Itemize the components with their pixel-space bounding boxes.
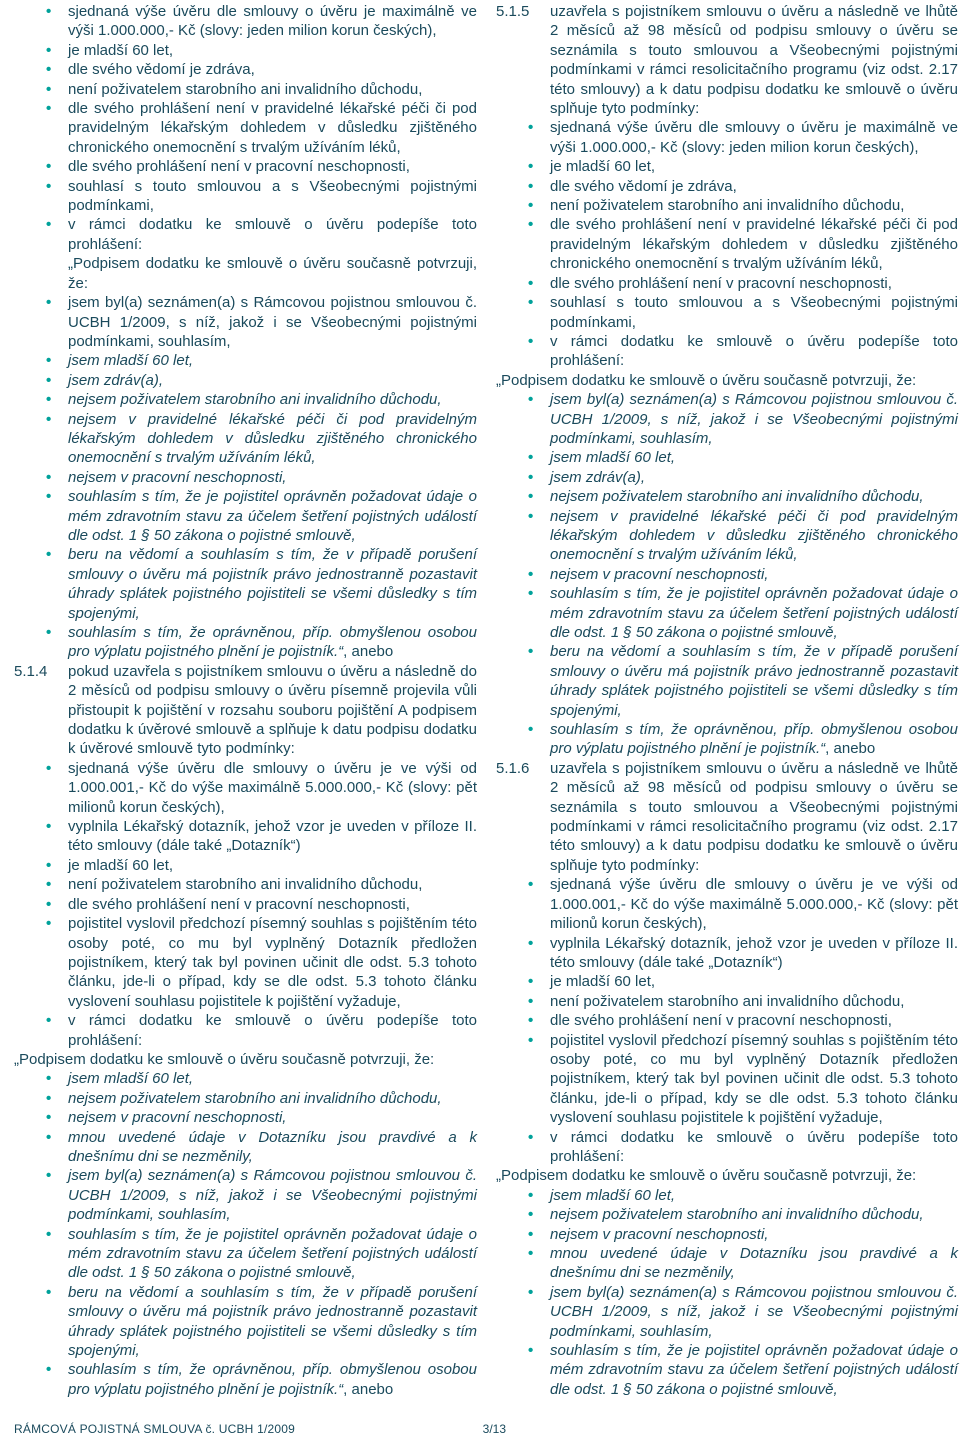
list-item (496, 177, 958, 196)
list-item-text: v rámci dodatku ke smlouvě o úvěru podepíše toto prohlášení: (550, 332, 958, 370)
list-item-text: vyplnila Lékařský dotazník, jehož vzor je uveden v příloze II. této smlouvy (dále také „Dotazník“) (550, 934, 958, 971)
list-item-text: v rámci dodatku ke smlouvě o úvěru podepíše toto prohlášení: (68, 216, 477, 253)
list-item (496, 196, 958, 215)
list-item-text: nejsem poživatelem starobního ani invalidního důchodu, (550, 1206, 924, 1224)
list-item-text: dle svého vědomí je zdráva, (550, 177, 737, 195)
list-item-text: dle svého prohlášení není v pracovní neschopnosti, (68, 158, 410, 176)
bullet-icon: • (528, 177, 534, 195)
bullet-icon: • (46, 158, 52, 176)
bullet-icon: • (528, 1342, 534, 1360)
list-item-text: jsem mladší 60 let, (550, 449, 676, 467)
list-item-text: nejsem poživatelem starobního ani invalidního důchodu, (68, 391, 442, 409)
bullet-icon: • (46, 41, 52, 59)
list-item (14, 817, 477, 856)
list-item-text: beru na vědomí a souhlasím s tím, že v případě porušení smlouvy o úvěru má pojistník právo jednostranně pozastavit úhrady splátek pojistného pojistiteli se všemi důsledky s tím spojenými, (550, 643, 958, 719)
bullet-icon: • (528, 876, 534, 894)
list-item (14, 371, 477, 390)
list-item (496, 468, 958, 487)
bullet-icon: • (528, 992, 534, 1010)
bullet-icon: • (46, 1012, 52, 1030)
bullet-icon: • (46, 1109, 52, 1127)
bullet-icon: • (528, 1245, 534, 1262)
bullet-icon: • (528, 468, 534, 486)
list-item (496, 1341, 958, 1399)
declaration-intro: „Podpisem dodatku ke smlouvě o úvěru současně potvrzuji, že: (68, 255, 477, 292)
bullet-icon: • (528, 721, 534, 739)
bullet-icon: • (46, 294, 52, 312)
list-item-text: souhlasím s tím, že oprávněnou, příp. obmyšlenou osobou pro výplatu pojistného plnění je pojistník.“ (68, 1361, 477, 1398)
list-item-text: není poživatelem starobního ani invalidního důchodu, (68, 876, 423, 894)
list-item-text: je mladší 60 let, (550, 158, 656, 176)
list-item (496, 487, 958, 506)
bullet-icon: • (528, 216, 534, 234)
list-item (496, 1283, 958, 1341)
section-paragraph (14, 662, 477, 759)
list-item (14, 1166, 477, 1224)
bullet-icon: • (46, 177, 52, 195)
section-number: 5.1.4 (14, 662, 48, 680)
list-item-text: nejsem v pravidelné lékařské péči či pod pravidelným lékařským dohledem v důsledku zjištěného chronického onemocnění s trvalým užíváním léků, (68, 410, 477, 467)
list-item-text: jsem byl(a) seznámen(a) s Rámcovou pojistnou smlouvou č. UCBH 1/2009, s níž, jakož i se Všeobecnými pojistnými podmínkami, souhlasím, (550, 1283, 958, 1340)
list-item-text: je mladší 60 let, (68, 41, 174, 59)
list-item-tail: , anebo (343, 1380, 394, 1398)
section-text: pokud uzavřela s pojistníkem smlouvu o úvěru a následně do 2 měsíců od podpisu smlouvy o úvěru písemně projevila vůli přistoupit k pojištění v rozsahu souboru pojištění A podpisem dodatku k úvěrové smlouvě a splňuje k datu podpisu dodatku k úvěrové smlouvě tyto podmínky: (68, 662, 477, 758)
list-item (496, 720, 958, 759)
list-item-text: mnou uvedené údaje v Dotazníku jsou pravdivé a k dnešnímu dni se nezměnily, (550, 1245, 958, 1282)
list-item (496, 1186, 958, 1205)
list-item-text: v rámci dodatku ke smlouvě o úvěru podepíše toto prohlášení: (550, 1128, 958, 1165)
list-item (496, 332, 958, 371)
bullet-icon: • (528, 507, 534, 525)
list-item (14, 99, 477, 157)
bullet-icon: • (46, 546, 52, 564)
list-item (14, 1011, 477, 1050)
list-item-text: sjednaná výše úvěru dle smlouvy o úvěru je maximálně ve výši 1.000.000,- Kč (slovy: jeden milion korun českých), (68, 3, 477, 40)
list-item (496, 1225, 958, 1244)
list-item (14, 215, 477, 254)
bullet-icon: • (46, 80, 52, 98)
bullet-icon: • (46, 759, 52, 777)
bullet-icon: • (528, 449, 534, 467)
list-item (14, 80, 477, 99)
bullet-icon: • (528, 119, 534, 137)
bullet-icon: • (46, 915, 52, 933)
list-item (14, 157, 477, 176)
list-item (14, 1108, 477, 1127)
list-item-text: pojistitel vyslovil předchozí písemný souhlas s pojištěním této osoby poté, co mu byl vyplněný Dotazník předložen pojistníkem, který tak byl povinen učinit dle odst. 5.3 tohoto článku, jde-li o případ, kdy se dle odst. 5.3 tohoto článku vyslovení souhlasu pojistitele k pojištění vyžaduje, (68, 915, 477, 1010)
list-item (496, 1128, 958, 1167)
list-item (496, 448, 958, 467)
list-item (496, 507, 958, 565)
bullet-icon: • (46, 100, 52, 118)
list-item (14, 390, 477, 409)
bullet-icon: • (528, 973, 534, 991)
list-item-text: dle svého prohlášení není v pravidelné lékařské péči či pod pravidelným lékařským dohledem v důsledku zjištěného chronického onemocnění s trvalým užíváním léků, (550, 216, 958, 273)
list-item (496, 875, 958, 933)
list-item-text: dle svého prohlášení není v pracovní neschopnosti, (68, 895, 410, 913)
list-item-text: pojistitel vyslovil předchozí písemný souhlas s pojištěním této osoby poté, co mu byl vyplněný Dotazník předložen pojistníkem, který tak byl povinen učinit dle odst. 5.3 tohoto článku, jde-li o případ, kdy se dle odst. 5.3 tohoto článku vyslovení souhlasu pojistitele k pojištění vyžaduje, (550, 1031, 958, 1127)
list-item (496, 1205, 958, 1224)
list-item (14, 895, 477, 914)
declaration-intro: „Podpisem dodatku ke smlouvě o úvěru současně potvrzuji, že: (496, 371, 917, 389)
bullet-icon: • (46, 876, 52, 894)
list-item (14, 1225, 477, 1283)
list-item (496, 1031, 958, 1128)
list-item (14, 177, 477, 216)
right-column (496, 2, 958, 1399)
list-item-text: jsem byl(a) seznámen(a) s Rámcovou pojistnou smlouvou č. UCBH 1/2009, s níž, jakož i se Všeobecnými pojistnými podmínkami, souhlasím, (68, 1167, 477, 1224)
list-item-text: sjednaná výše úvěru dle smlouvy o úvěru je ve výši od 1.000.001,- Kč do výše maximálně 5.000.000,- Kč (slovy: pět milionů korun českých), (550, 876, 958, 933)
list-item (496, 1011, 958, 1030)
bullet-icon: • (46, 371, 52, 389)
list-item-text: dle svého vědomí je zdráva, (68, 61, 255, 79)
bullet-icon: • (46, 1128, 52, 1146)
list-item (496, 972, 958, 991)
bullet-icon: • (528, 197, 534, 215)
list-item (14, 856, 477, 875)
bullet-icon: • (46, 895, 52, 913)
bullet-icon: • (46, 1225, 52, 1243)
list-item (14, 351, 477, 370)
bullet-icon: • (46, 1070, 52, 1088)
list-item-tail: , anebo (343, 643, 394, 661)
list-item-text: není poživatelem starobního ani invalidního důchodu, (68, 80, 423, 98)
footer-page-number: 3/13 (482, 1422, 506, 1436)
bullet-icon: • (46, 818, 52, 836)
section-number: 5.1.6 (496, 759, 530, 777)
list-item-text: jsem byl(a) seznámen(a) s Rámcovou pojistnou smlouvou č. UCBH 1/2009, s níž, jakož i se Všeobecnými pojistnými podmínkami, souhlasím, (68, 294, 477, 350)
declaration-intro: „Podpisem dodatku ke smlouvě o úvěru současně potvrzuji, že: (496, 1167, 917, 1185)
list-item-text: je mladší 60 let, (550, 973, 656, 991)
bullet-icon: • (528, 643, 534, 661)
list-item-text: nejsem v pracovní neschopnosti, (550, 1225, 769, 1243)
bullet-icon: • (528, 1186, 534, 1204)
bullet-icon: • (528, 1012, 534, 1030)
list-item (496, 992, 958, 1011)
bullet-icon: • (528, 391, 534, 409)
list-item-text: jsem zdráv(a), (68, 371, 164, 389)
bullet-icon: • (46, 1361, 52, 1379)
bullet-icon: • (46, 1283, 52, 1301)
bullet-icon: • (46, 624, 52, 641)
list-item-text: sjednaná výše úvěru dle smlouvy o úvěru je ve výši od 1.000.001,- Kč do výše maximálně 5.000.000,- Kč (slovy: pět milionů korun českých), (68, 759, 477, 816)
list-item-text: jsem byl(a) seznámen(a) s Rámcovou pojistnou smlouvou č. UCBH 1/2009, s níž, jakož i se Všeobecnými pojistnými podmínkami, souhlasím, (550, 391, 958, 447)
list-item (496, 584, 958, 642)
list-item (14, 1089, 477, 1108)
list-item-text: je mladší 60 let, (68, 856, 174, 874)
list-item (496, 565, 958, 584)
section-paragraph (496, 2, 958, 118)
bullet-icon: • (46, 61, 52, 79)
bullet-icon: • (46, 1167, 52, 1185)
list-item-tail: , anebo (825, 740, 876, 758)
bullet-icon: • (528, 1128, 534, 1146)
list-item (496, 934, 958, 973)
list-item (496, 215, 958, 273)
bullet-icon: • (528, 1206, 534, 1224)
bullet-icon: • (46, 856, 52, 874)
list-item-text: mnou uvedené údaje v Dotazníku jsou pravdivé a k dnešnímu dni se nezměnily, (68, 1128, 477, 1165)
bullet-icon: • (528, 585, 534, 603)
list-item-text: souhlasím s tím, že oprávněnou, příp. obmyšlenou osobou pro výplatu pojistného plnění je pojistník.“ (550, 721, 958, 758)
list-item-text: sjednaná výše úvěru dle smlouvy o úvěru je maximálně ve výši 1.000.000,- Kč (slovy: jeden milion korun českých), (550, 119, 958, 156)
list-item-text: souhlasím s tím, že je pojistitel oprávněn požadovat údaje o mém zdravotním stavu za účelem šetření pojistných událostí dle odst. 1 § 50 zákona o pojistné smlouvě, (68, 1225, 477, 1282)
bullet-icon: • (528, 934, 534, 952)
bullet-icon: • (46, 410, 52, 428)
bullet-icon: • (46, 3, 52, 20)
list-item (496, 118, 958, 157)
list-item-text: dle svého prohlášení není v pracovní neschopnosti, (550, 1012, 892, 1030)
declaration-intro: „Podpisem dodatku ke smlouvě o úvěru současně potvrzuji, že: (14, 1050, 435, 1068)
list-item (496, 274, 958, 293)
list-item-text: není poživatelem starobního ani invalidního důchodu, (550, 197, 905, 215)
bullet-icon: • (528, 488, 534, 506)
list-item-text: souhlasím s tím, že je pojistitel oprávněn požadovat údaje o mém zdravotním stavu za účelem šetření pojistných událostí dle odst. 1 § 50 zákona o pojistné smlouvě, (550, 585, 958, 641)
list-item (14, 1360, 477, 1399)
list-item-text: v rámci dodatku ke smlouvě o úvěru podepíše toto prohlášení: (68, 1012, 477, 1049)
list-item (14, 487, 477, 545)
list-item-text: jsem zdráv(a), (550, 468, 646, 486)
list-item-text: dle svého prohlášení není v pracovní neschopnosti, (550, 274, 892, 292)
list-item (496, 157, 958, 176)
list-item (14, 293, 477, 351)
list-item (14, 410, 477, 468)
list-item (14, 1283, 477, 1361)
list-item (14, 545, 477, 623)
list-item-text: nejsem v pracovní neschopnosti, (550, 565, 769, 583)
bullet-icon: • (528, 158, 534, 176)
list-item-text: beru na vědomí a souhlasím s tím, že v případě porušení smlouvy o úvěru má pojistník právo jednostranně pozastavit úhrady splátek pojistného pojistiteli se všemi důsledky s tím spojenými, (68, 1283, 477, 1360)
list-item-text: jsem mladší 60 let, (68, 352, 194, 370)
list-item-text: beru na vědomí a souhlasím s tím, že v případě porušení smlouvy o úvěru má pojistník právo jednostranně pozastavit úhrady splátek pojistného pojistiteli se všemi důsledky s tím spojenými, (68, 546, 477, 622)
list-item (14, 60, 477, 79)
list-item-text: jsem mladší 60 let, (550, 1186, 676, 1204)
bullet-icon: • (528, 332, 534, 350)
list-item-text: souhlasí s touto smlouvou a s Všeobecnými pojistnými podmínkami, (68, 177, 477, 215)
section-text: uzavřela s pojistníkem smlouvu o úvěru a následně ve lhůtě 2 měsíců až 98 měsíců od podpisu smlouvy o úvěru se seznámila s touto smlouvou a Všeobecnými pojistnými podmínkami v rámci resolicitačního programu (viz odst. 2.17 této smlouvy) a k datu podpisu dodatku ke smlouvě o úvěru splňuje tyto podmínky: (550, 759, 958, 874)
bullet-icon: • (528, 1283, 534, 1301)
bullet-icon: • (46, 1089, 52, 1107)
list-item-text: nejsem poživatelem starobního ani invalidního důchodu, (68, 1089, 442, 1107)
list-item (14, 468, 477, 487)
list-item (14, 759, 477, 817)
list-item-text: nejsem v pravidelné lékařské péči či pod pravidelným lékařským dohledem v důsledku zjištěného chronického onemocnění s trvalým užíváním léků, (550, 507, 958, 564)
bullet-icon: • (528, 1225, 534, 1243)
bullet-icon: • (46, 468, 52, 486)
bullet-icon: • (528, 565, 534, 583)
list-item (496, 642, 958, 720)
list-item-text: souhlasím s tím, že je pojistitel oprávněn požadovat údaje o mém zdravotním stavu za účelem šetření pojistných událostí dle odst. 1 § 50 zákona o pojistné smlouvě, (550, 1342, 958, 1398)
list-item (14, 875, 477, 894)
list-item (496, 293, 958, 332)
bullet-icon: • (528, 1031, 534, 1049)
list-item-text: vyplnila Lékařský dotazník, jehož vzor je uveden v příloze II. této smlouvy (dále také „Dotazník“) (68, 818, 477, 855)
list-item-text: nejsem v pracovní neschopnosti, (68, 468, 287, 486)
list-item (14, 1069, 477, 1088)
left-column (14, 2, 477, 1399)
list-item (14, 2, 477, 41)
list-item (14, 623, 477, 662)
list-item (496, 390, 958, 448)
list-item-text: není poživatelem starobního ani invalidního důchodu, (550, 992, 905, 1010)
list-item-text: nejsem poživatelem starobního ani invalidního důchodu, (550, 488, 924, 506)
section-text: uzavřela s pojistníkem smlouvu o úvěru a následně ve lhůtě 2 měsíců až 98 měsíců od podpisu smlouvy o úvěru se seznámila s touto smlouvou a Všeobecnými pojistnými podmínkami v rámci resolicitačního programu (viz odst. 2.17 této smlouvy) a k datu podpisu dodatku ke smlouvě o úvěru splňuje tyto podmínky: (550, 3, 958, 118)
bullet-icon: • (46, 352, 52, 370)
bullet-icon: • (46, 216, 52, 234)
bullet-icon: • (46, 488, 52, 506)
list-item-text: dle svého prohlášení není v pravidelné lékařské péči či pod pravidelným lékařským dohledem v důsledku zjištěného chronického onemocnění s trvalým užíváním léků, (68, 100, 477, 156)
list-item-text: nejsem v pracovní neschopnosti, (68, 1109, 287, 1127)
section-paragraph (496, 759, 958, 875)
list-item-text: souhlasí s touto smlouvou a s Všeobecnými pojistnými podmínkami, (550, 294, 958, 331)
list-item (14, 1128, 477, 1167)
list-item-text: souhlasím s tím, že je pojistitel oprávněn požadovat údaje o mém zdravotním stavu za účelem šetření pojistných událostí dle odst. 1 § 50 zákona o pojistné smlouvě, (68, 488, 477, 544)
bullet-icon: • (528, 274, 534, 292)
list-item (14, 41, 477, 60)
bullet-icon: • (528, 294, 534, 312)
list-item-text: jsem mladší 60 let, (68, 1070, 194, 1088)
footer-document-title: RÁMCOVÁ POJISTNÁ SMLOUVA č. UCBH 1/2009 (14, 1422, 295, 1436)
list-item (496, 1244, 958, 1283)
list-item (14, 914, 477, 1011)
bullet-icon: • (46, 391, 52, 409)
list-item-text: souhlasím s tím, že oprávněnou, příp. obmyšlenou osobou pro výplatu pojistného plnění je pojistník.“ (68, 624, 477, 661)
section-number: 5.1.5 (496, 3, 530, 20)
